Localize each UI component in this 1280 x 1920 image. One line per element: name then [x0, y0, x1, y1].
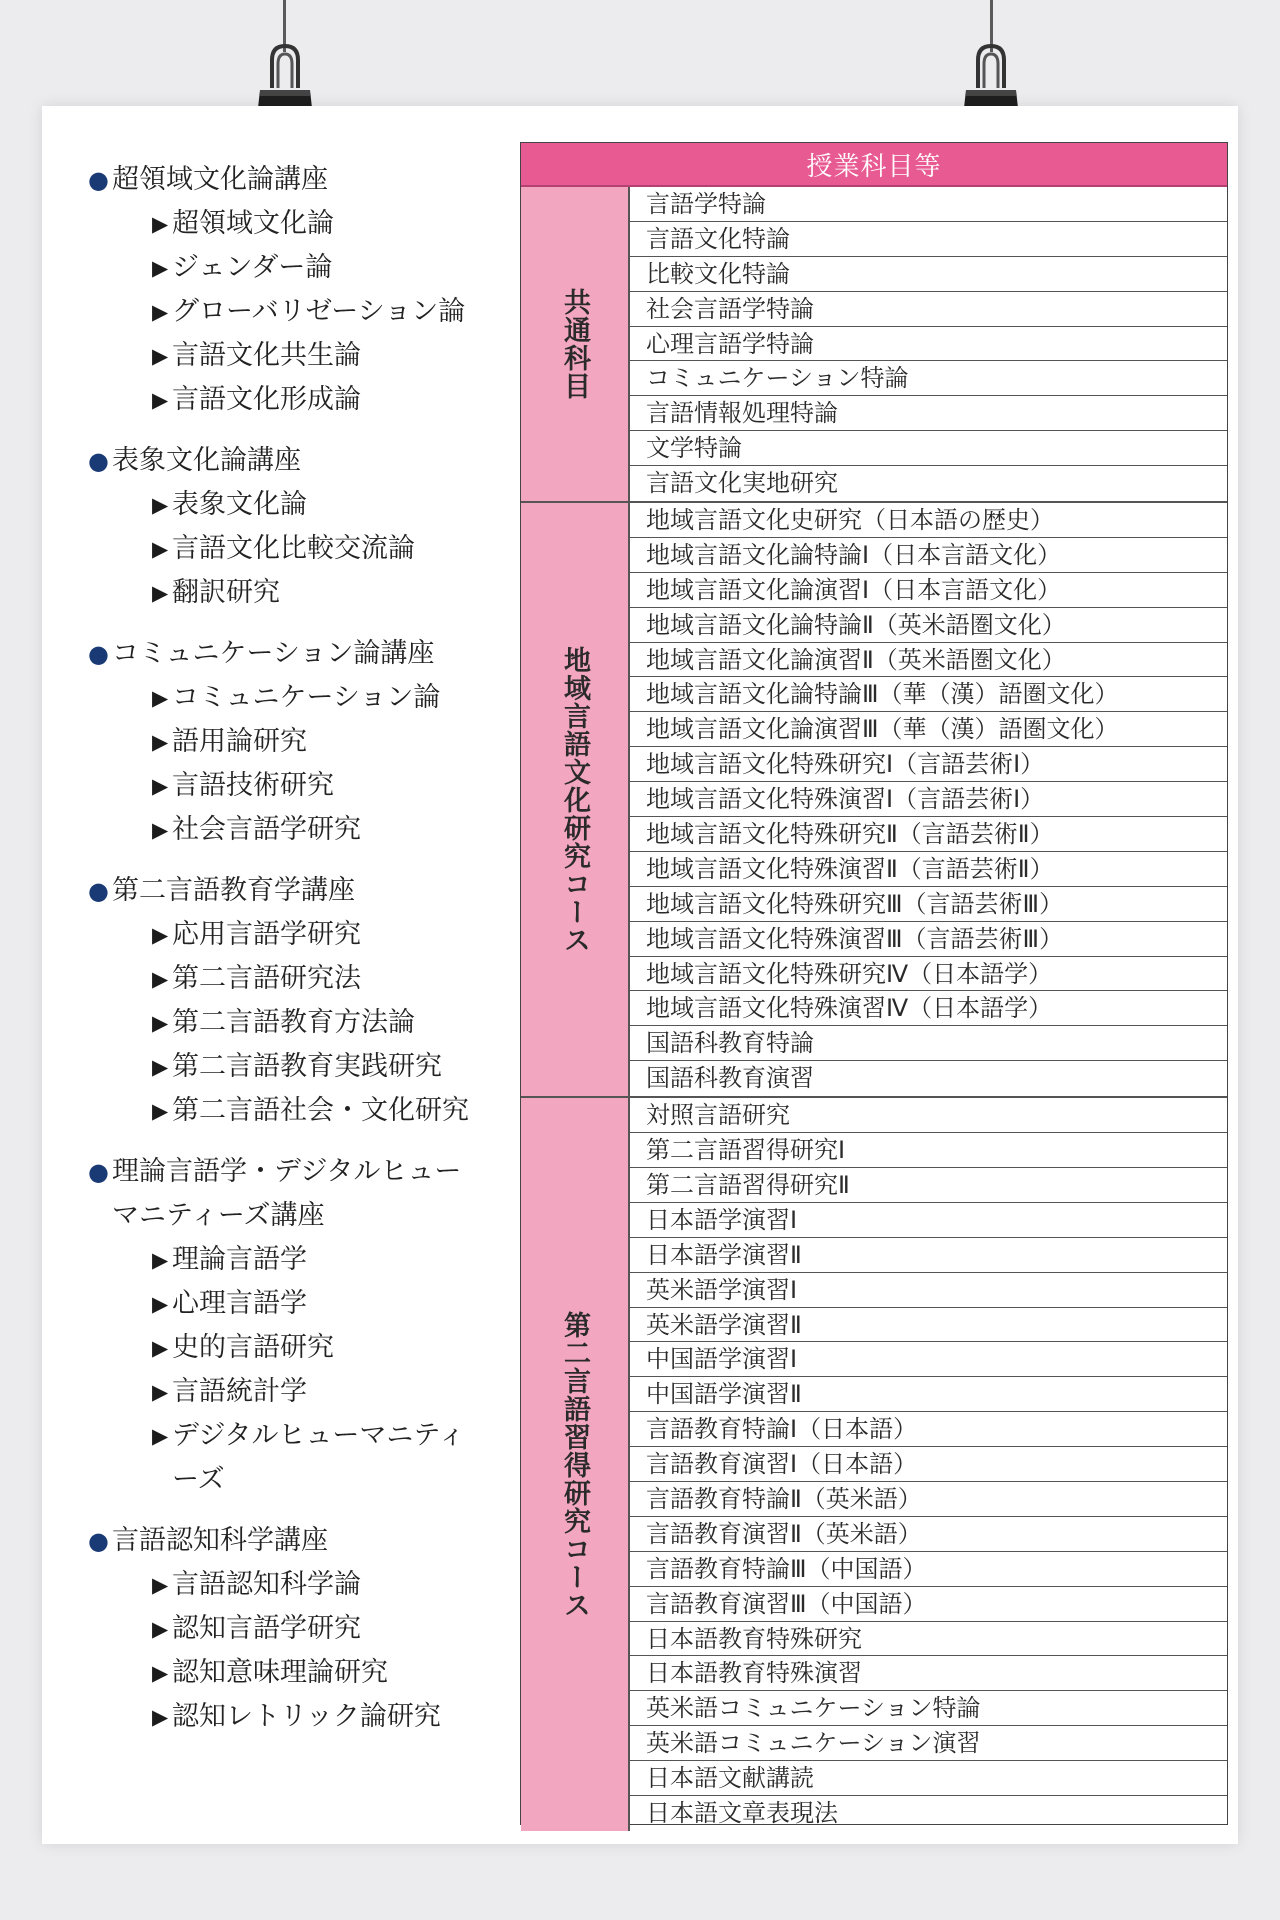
outline-item-text: デジタルヒューマニティーズ [172, 1420, 466, 1495]
course-rows [630, 187, 1227, 501]
triangle-bullet-icon: ▶ [152, 1336, 169, 1360]
outline-item-text: 認知意味理論研究 [172, 1657, 388, 1688]
group-title-text: 理論言語学・デジタルヒューマニティーズ講座 [112, 1156, 462, 1231]
triangle-bullet-icon: ▶ [152, 1661, 169, 1685]
outline-item [88, 571, 488, 615]
outline-item-text: 翻訳研究 [172, 577, 280, 608]
table-row: 英米語コミュニケーション演習 [630, 1726, 1227, 1761]
group-title-text: 第二言語教育学講座 [112, 875, 355, 906]
table-row: 地域言語文化特殊演習Ⅱ（言語芸術Ⅱ） [630, 852, 1227, 887]
outline-item [88, 1607, 488, 1651]
outline-item [88, 720, 488, 764]
table-row: 地域言語文化史研究（日本語の歴史） [630, 503, 1227, 538]
bullet-dot-icon: ● [88, 166, 109, 194]
outline-item [88, 1563, 488, 1607]
table-row: 言語教育特論Ⅰ（日本語） [630, 1412, 1227, 1447]
group-title [88, 158, 488, 202]
triangle-bullet-icon: ▶ [152, 1705, 169, 1729]
outline-item [88, 676, 488, 720]
triangle-bullet-icon: ▶ [152, 818, 169, 842]
table-row: 言語教育特論Ⅲ（中国語） [630, 1552, 1227, 1587]
table-row: 日本語文章表現法 [646, 1798, 838, 1827]
triangle-bullet-icon: ▶ [152, 686, 169, 710]
table-row: 地域言語文化論演習Ⅱ（英米語圏文化） [630, 643, 1227, 678]
outline-item [88, 378, 488, 422]
table-body [521, 187, 1227, 1831]
triangle-bullet-icon: ▶ [152, 537, 169, 561]
outline-group [88, 158, 488, 422]
outline-item-text: 第二言語教育実践研究 [172, 1051, 442, 1082]
table-row: 地域言語文化論特論Ⅲ（華（漢）語圏文化） [630, 677, 1227, 712]
outline-item-text: 認知レトリック論研究 [172, 1701, 441, 1732]
outline-item-text: 史的言語研究 [172, 1332, 334, 1363]
table-row: 中国語学演習Ⅱ [630, 1377, 1227, 1412]
outline-item [88, 1326, 488, 1370]
table-row: 言語教育演習Ⅱ（英米語） [630, 1517, 1227, 1552]
table-row: 対照言語研究 [630, 1098, 1227, 1133]
outline-item [88, 1695, 488, 1739]
triangle-bullet-icon: ▶ [152, 967, 169, 991]
table-row: コミュニケーション特論 [630, 361, 1227, 396]
table-row: 国語科教育特論 [630, 1026, 1227, 1061]
table-row: 英米語コミュニケーション特論 [630, 1691, 1227, 1726]
outline-item [88, 957, 488, 1001]
table-row: 英米語学演習Ⅰ [630, 1273, 1227, 1308]
outline-item [88, 1370, 488, 1414]
outline-item [88, 483, 488, 527]
bullet-dot-icon: ● [88, 877, 109, 905]
outline-item [88, 1282, 488, 1326]
outline-item-text: 言語文化形成論 [172, 384, 361, 415]
table-row: 言語文化特論 [630, 222, 1227, 257]
course-rows [630, 503, 1227, 1096]
category-cell [521, 1098, 630, 1831]
triangle-bullet-icon: ▶ [152, 388, 169, 412]
category-cell [521, 187, 630, 501]
outline-item [88, 1001, 488, 1045]
group-title-text: コミュニケーション論講座 [112, 638, 435, 669]
outline-item [88, 202, 488, 246]
triangle-bullet-icon: ▶ [152, 256, 169, 280]
bullet-dot-icon: ● [88, 640, 109, 668]
triangle-bullet-icon: ▶ [152, 1292, 169, 1316]
outline-item-text: 言語認知科学論 [172, 1569, 361, 1600]
outline-item [88, 808, 488, 852]
outline-item-text: 応用言語学研究 [172, 919, 361, 950]
table-row: 日本語教育特殊研究 [630, 1622, 1227, 1657]
outline-item-text: 社会言語学研究 [172, 814, 361, 845]
table-section [521, 503, 1227, 1098]
table-row: 第二言語習得研究Ⅰ [630, 1133, 1227, 1168]
group-title [88, 439, 488, 483]
triangle-bullet-icon: ▶ [152, 1099, 169, 1123]
course-outline [88, 158, 488, 1756]
group-title-text: 表象文化論講座 [112, 445, 301, 476]
table-row: 地域言語文化特殊研究Ⅰ（言語芸術Ⅰ） [630, 747, 1227, 782]
outline-group [88, 632, 488, 852]
triangle-bullet-icon: ▶ [152, 1617, 169, 1641]
course-table [520, 142, 1228, 1825]
outline-item-text: グローバリゼーション論 [172, 296, 466, 327]
bullet-dot-icon: ● [88, 1527, 109, 1555]
outline-item-text: 言語統計学 [172, 1376, 307, 1407]
triangle-bullet-icon: ▶ [152, 1011, 169, 1035]
table-row: 言語教育特論Ⅱ（英米語） [630, 1482, 1227, 1517]
group-title [88, 869, 488, 913]
triangle-bullet-icon: ▶ [152, 774, 169, 798]
triangle-bullet-icon: ▶ [152, 1573, 169, 1597]
outline-item-text: 言語文化比較交流論 [172, 533, 415, 564]
triangle-bullet-icon: ▶ [152, 581, 169, 605]
outline-item-text: 超領域文化論 [172, 208, 334, 239]
outline-group [88, 1519, 488, 1739]
table-row: 地域言語文化特殊演習Ⅳ（日本語学） [630, 991, 1227, 1026]
bullet-dot-icon: ● [88, 447, 109, 475]
table-row: 日本語文献講読 [630, 1761, 1227, 1796]
table-row: 地域言語文化特殊研究Ⅱ（言語芸術Ⅱ） [630, 817, 1227, 852]
course-rows [630, 1098, 1227, 1831]
table-row: 言語学特論 [630, 187, 1227, 222]
triangle-bullet-icon: ▶ [152, 493, 169, 517]
triangle-bullet-icon: ▶ [152, 344, 169, 368]
group-title [88, 1150, 488, 1238]
table-row: 日本語学演習Ⅱ [630, 1238, 1227, 1273]
outline-item-text: コミュニケーション論 [172, 682, 441, 713]
outline-item-text: 表象文化論 [172, 489, 307, 520]
outline-group [88, 869, 488, 1133]
outline-item [88, 1651, 488, 1695]
outline-item [88, 764, 488, 808]
outline-item-text: 心理言語学 [172, 1288, 307, 1319]
outline-item-text: 言語文化共生論 [172, 340, 361, 371]
triangle-bullet-icon: ▶ [152, 1380, 169, 1404]
outline-item [88, 527, 488, 571]
poster-sheet [42, 106, 1238, 1844]
table-row: 地域言語文化特殊研究Ⅲ（言語芸術Ⅲ） [630, 887, 1227, 922]
outline-item [88, 1045, 488, 1089]
category-label: 共通科目 [559, 288, 590, 400]
outline-item [88, 246, 488, 290]
table-row: 言語教育演習Ⅲ（中国語） [630, 1587, 1227, 1622]
table-row: 文学特論 [630, 431, 1227, 466]
category-label: 第二言語習得研究コース [559, 1310, 590, 1619]
triangle-bullet-icon: ▶ [152, 1055, 169, 1079]
category-label: 地域言語文化研究コース [559, 645, 590, 954]
triangle-bullet-icon: ▶ [152, 730, 169, 754]
outline-item-text: ジェンダー論 [172, 252, 333, 283]
table-row: 地域言語文化特殊研究Ⅳ（日本語学） [630, 957, 1227, 992]
table-row: 心理言語学特論 [630, 327, 1227, 362]
table-row: 言語文化実地研究 [646, 469, 838, 498]
outline-item [88, 1414, 488, 1502]
triangle-bullet-icon: ▶ [152, 923, 169, 947]
table-row: 社会言語学特論 [630, 292, 1227, 327]
triangle-bullet-icon: ▶ [152, 1248, 169, 1272]
table-header: 授業科目等 [521, 143, 1227, 187]
table-row: 国語科教育演習 [646, 1064, 814, 1093]
table-row: 地域言語文化特殊演習Ⅰ（言語芸術Ⅰ） [630, 782, 1227, 817]
group-title [88, 632, 488, 676]
outline-item [88, 913, 488, 957]
triangle-bullet-icon: ▶ [152, 1424, 169, 1448]
table-row: 中国語学演習Ⅰ [630, 1342, 1227, 1377]
outline-group [88, 439, 488, 615]
group-title-text: 言語認知科学講座 [112, 1525, 328, 1556]
outline-item-text: 第二言語社会・文化研究 [172, 1095, 469, 1126]
category-cell [521, 503, 630, 1096]
table-section [521, 1098, 1227, 1831]
table-row: 英米語学演習Ⅱ [630, 1308, 1227, 1343]
table-row: 比較文化特論 [630, 257, 1227, 292]
outline-item [88, 334, 488, 378]
table-row: 地域言語文化特殊演習Ⅲ（言語芸術Ⅲ） [630, 922, 1227, 957]
group-title-text: 超領域文化論講座 [112, 164, 328, 195]
table-row: 第二言語習得研究Ⅱ [630, 1168, 1227, 1203]
table-row: 日本語教育特殊演習 [630, 1656, 1227, 1691]
outline-item-text: 第二言語研究法 [172, 963, 361, 994]
outline-item-text: 理論言語学 [172, 1244, 307, 1275]
table-row: 地域言語文化論特論Ⅱ（英米語圏文化） [630, 608, 1227, 643]
triangle-bullet-icon: ▶ [152, 300, 169, 324]
table-section [521, 187, 1227, 503]
table-row: 日本語学演習Ⅰ [630, 1203, 1227, 1238]
outline-item [88, 1238, 488, 1282]
table-row: 地域言語文化論特論Ⅰ（日本言語文化） [630, 538, 1227, 573]
group-title [88, 1519, 488, 1563]
outline-item [88, 290, 488, 334]
triangle-bullet-icon: ▶ [152, 212, 169, 236]
table-row: 言語教育演習Ⅰ（日本語） [630, 1447, 1227, 1482]
outline-item-text: 語用論研究 [172, 726, 307, 757]
outline-group [88, 1150, 488, 1502]
table-row: 地域言語文化論演習Ⅰ（日本言語文化） [630, 573, 1227, 608]
outline-item-text: 言語技術研究 [172, 770, 334, 801]
outline-item-text: 認知言語学研究 [172, 1613, 361, 1644]
outline-item [88, 1089, 488, 1133]
outline-item-text: 第二言語教育方法論 [172, 1007, 415, 1038]
bullet-dot-icon: ● [88, 1158, 109, 1186]
table-row: 地域言語文化論演習Ⅲ（華（漢）語圏文化） [630, 712, 1227, 747]
table-row: 言語情報処理特論 [630, 396, 1227, 431]
